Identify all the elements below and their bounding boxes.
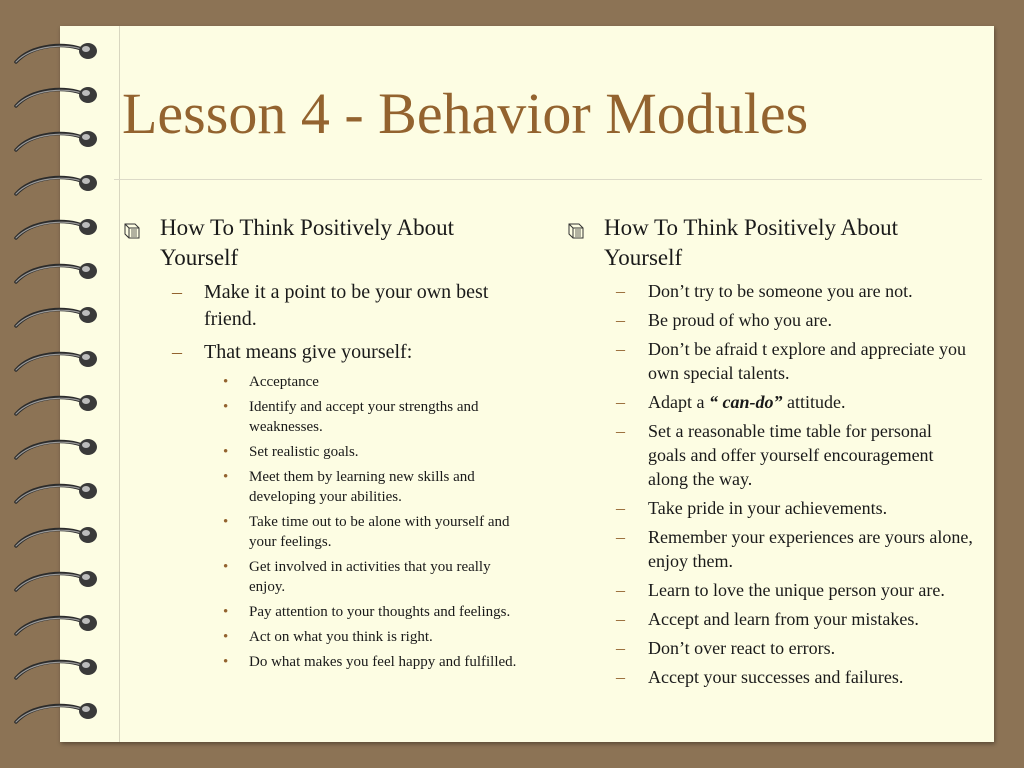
- right-item: – Adapt a “ can-do” attitude.: [616, 392, 846, 412]
- right-heading-text: How To Think Positively About Yourself: [604, 215, 899, 270]
- left-subitem: • Take time out to be alone with yourself and your feelings.: [223, 514, 510, 550]
- left-subitem: • Get involved in activities that you really enjoy.: [223, 559, 491, 595]
- spiral-ring: [12, 216, 107, 244]
- left-subitem: • Act on what you think is right.: [223, 629, 433, 645]
- spiral-ring: [12, 40, 107, 68]
- left-subitem: • Do what makes you feel happy and fulfilled.: [223, 654, 517, 670]
- spiral-ring: [12, 172, 107, 200]
- title-divider: [114, 179, 982, 180]
- left-heading-text: How To Think Positively About Yourself: [160, 215, 455, 270]
- book-icon: [122, 220, 142, 240]
- right-item: – Take pride in your achievements.: [616, 498, 888, 518]
- right-item: – Remember your experiences are yours alone, enjoy them.: [616, 527, 973, 571]
- can-do-emphasis: “ can-do”: [708, 392, 783, 412]
- spiral-ring: [12, 260, 107, 288]
- right-item: – Be proud of who you are.: [616, 310, 832, 330]
- right-heading: [564, 213, 974, 273]
- right-item: – Accept your successes and failures.: [616, 667, 904, 687]
- slide-title: Lesson 4 - Behavior Modules: [122, 81, 809, 146]
- spiral-ring: [12, 568, 107, 596]
- spiral-ring: [12, 700, 107, 728]
- spiral-ring: [12, 84, 107, 112]
- right-item: – Don’t over react to errors.: [616, 638, 836, 658]
- left-subitem: • Pay attention to your thoughts and feelings.: [223, 604, 511, 620]
- right-item: – Set a reasonable time table for personal goals and offer yourself encouragement along the way.: [616, 421, 934, 489]
- spiral-binding: [12, 40, 107, 730]
- right-item: – Don’t try to be someone you are not.: [616, 281, 913, 301]
- right-item: – Accept and learn from your mistakes.: [616, 609, 919, 629]
- spiral-ring: [12, 612, 107, 640]
- spiral-ring: [12, 480, 107, 508]
- spiral-ring: [12, 524, 107, 552]
- spiral-ring: [12, 304, 107, 332]
- left-column: [120, 213, 530, 677]
- left-subitem: • Acceptance: [223, 374, 319, 390]
- left-item: – That means give yourself:: [172, 341, 413, 363]
- book-icon: [566, 220, 586, 240]
- left-heading: [120, 213, 530, 273]
- spiral-ring: [12, 128, 107, 156]
- left-subitem: • Identify and accept your strengths and weaknesses.: [223, 399, 479, 435]
- right-column: [564, 213, 974, 694]
- spiral-ring: [12, 392, 107, 420]
- spiral-ring: [12, 436, 107, 464]
- spiral-ring: [12, 656, 107, 684]
- left-item: – Make it a point to be your own best friend.: [172, 281, 489, 330]
- left-subitem: • Meet them by learning new skills and developing your abilities.: [223, 469, 475, 505]
- right-item: – Don’t be afraid t explore and appreciate you own special talents.: [616, 339, 967, 383]
- right-item: – Learn to love the unique person your are.: [616, 580, 945, 600]
- spiral-ring: [12, 348, 107, 376]
- left-subitem: • Set realistic goals.: [223, 444, 359, 460]
